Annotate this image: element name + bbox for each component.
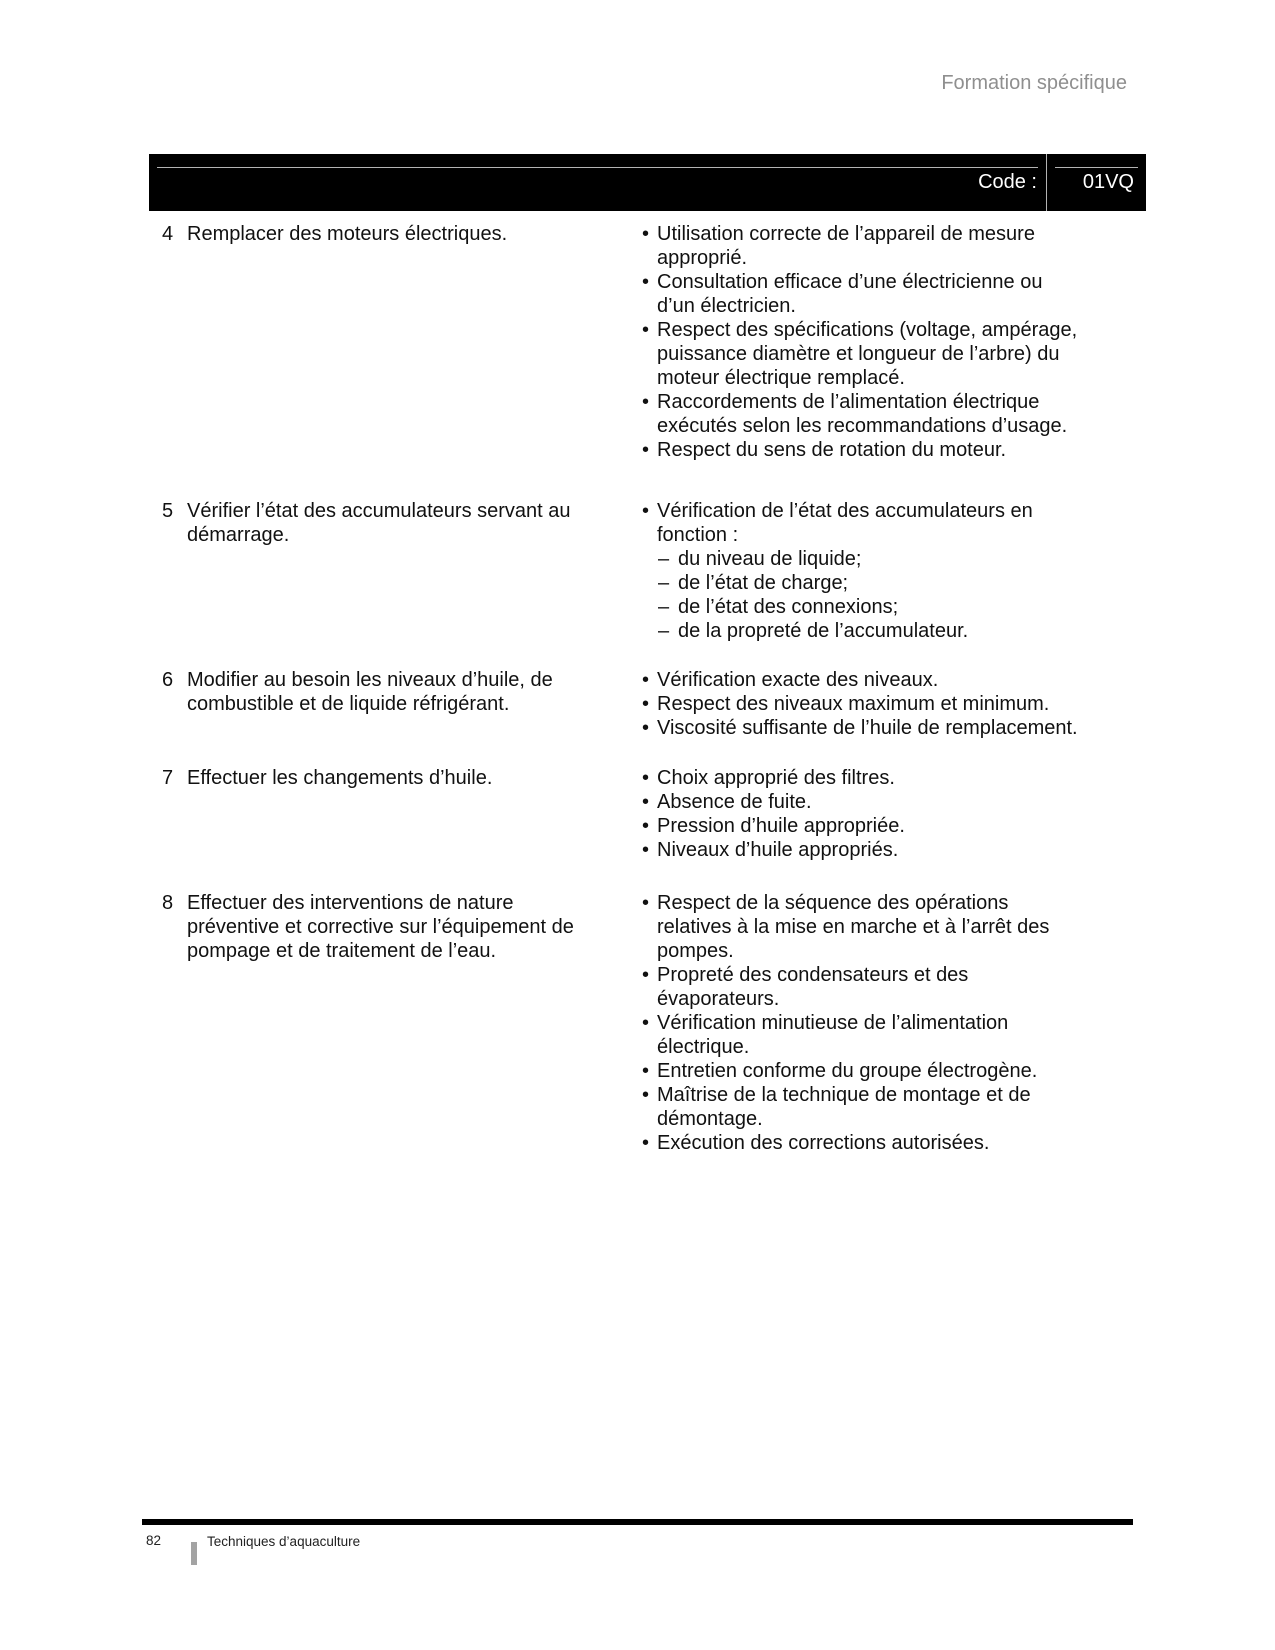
criterion-text: Exécution des corrections autorisées. (657, 1132, 990, 1154)
criteria-list (642, 222, 1094, 462)
bullet-icon: • (642, 693, 650, 715)
bullet-icon: • (642, 767, 650, 789)
column-gap (577, 499, 642, 643)
dash-icon: – (658, 620, 670, 642)
competency-row (162, 668, 1094, 740)
column-gap (577, 222, 642, 462)
criterion-item (642, 766, 1094, 790)
criterion-item (642, 390, 1094, 438)
task-number: 6 (162, 669, 174, 691)
criterion-subitem (658, 619, 1094, 643)
bullet-icon: • (642, 1012, 650, 1034)
criteria-list (642, 891, 1094, 1155)
criterion-item (642, 1131, 1094, 1155)
code-bar (149, 154, 1146, 211)
competency-row (162, 499, 1094, 643)
code-bar-value-cell (1046, 154, 1146, 211)
criterion-text: Vérification minutieuse de l’alimentation électrique. (657, 1012, 1009, 1058)
task-text: Remplacer des moteurs électriques. (187, 223, 508, 245)
column-gap (577, 766, 642, 862)
bullet-icon: • (642, 500, 650, 522)
criterion-subitem (658, 595, 1094, 619)
criteria-list (642, 766, 1094, 862)
subitem-text: de l’état des connexions; (678, 596, 899, 618)
criterion-item (642, 499, 1094, 547)
bullet-icon: • (642, 1060, 650, 1082)
criterion-text: Respect des niveaux maximum et minimum. (657, 693, 1050, 715)
criterion-text: Propreté des condensateurs et des évaporateurs. (657, 964, 969, 1010)
criterion-item (642, 270, 1094, 318)
bullet-icon: • (642, 839, 650, 861)
code-bar-label-cell (149, 154, 1046, 211)
code-value: 01VQ (1082, 171, 1134, 193)
criterion-text: Maîtrise de la technique de montage et de démontage. (657, 1084, 1031, 1130)
criterion-item (642, 318, 1094, 390)
criterion-text: Respect des spécifications (voltage, ampérage, puissance diamètre et longueur de l’arbre) du moteur électrique remplacé. (657, 319, 1078, 389)
criterion-text: Consultation efficace d’une électricienne ou d’un électricien. (657, 271, 1043, 317)
code-bar-rule-left (157, 167, 1038, 168)
bullet-icon: • (642, 1132, 650, 1154)
task-number: 7 (162, 767, 174, 789)
bullet-icon: • (642, 892, 650, 914)
task-text: Effectuer les changements d’huile. (187, 767, 493, 789)
bullet-icon: • (642, 319, 650, 341)
task-number: 4 (162, 223, 174, 245)
dash-icon: – (658, 596, 670, 618)
competency-row (162, 766, 1094, 862)
criterion-item (642, 891, 1094, 963)
criterion-item (642, 1083, 1094, 1131)
footer-page-number: 82 (146, 1533, 162, 1548)
bullet-icon: • (642, 1084, 650, 1106)
criterion-text: Raccordements de l’alimentation électrique exécutés selon les recommandations d’usage. (657, 391, 1068, 437)
criterion-subitem (658, 571, 1094, 595)
subitem-text: du niveau de liquide; (678, 548, 862, 570)
criterion-item (642, 1059, 1094, 1083)
criterion-text: Viscosité suffisante de l’huile de remplacement. (657, 717, 1078, 739)
running-header: Formation spécifique (941, 72, 1127, 94)
criterion-item (642, 438, 1094, 462)
dash-icon: – (658, 548, 670, 570)
criterion-text: Choix approprié des filtres. (657, 767, 895, 789)
criterion-item (642, 222, 1094, 270)
column-gap (577, 668, 642, 740)
criterion-text: Respect du sens de rotation du moteur. (657, 439, 1007, 461)
criterion-item (642, 1011, 1094, 1059)
criteria-list (642, 668, 1094, 740)
bullet-icon: • (642, 791, 650, 813)
criterion-item (642, 963, 1094, 1011)
task-text: Modifier au besoin les niveaux d’huile, de combustible et de liquide réfrigérant. (187, 669, 553, 715)
footer-divider-bar (191, 1542, 197, 1565)
criterion-text: Vérification exacte des niveaux. (657, 669, 939, 691)
criterion-text: Pression d’huile appropriée. (657, 815, 905, 837)
bullet-icon: • (642, 223, 650, 245)
bullet-icon: • (642, 964, 650, 986)
code-label: Code : (978, 171, 1037, 193)
footer-rule (142, 1519, 1133, 1525)
bullet-icon: • (642, 815, 650, 837)
criterion-text: Niveaux d’huile appropriés. (657, 839, 899, 861)
bullet-icon: • (642, 391, 650, 413)
bullet-icon: • (642, 439, 650, 461)
criterion-text: Absence de fuite. (657, 791, 812, 813)
criterion-item (642, 838, 1094, 862)
bullet-icon: • (642, 271, 650, 293)
criterion-item (642, 692, 1094, 716)
criterion-text: Entretien conforme du groupe électrogène. (657, 1060, 1038, 1082)
task-number: 8 (162, 892, 174, 914)
criterion-item (642, 790, 1094, 814)
criterion-item (642, 716, 1094, 740)
task-text: Vérifier l’état des accumulateurs servant au démarrage. (187, 500, 571, 546)
competency-row (162, 222, 1094, 462)
subitem-text: de la propreté de l’accumulateur. (678, 620, 969, 642)
criterion-item (642, 668, 1094, 692)
subitem-text: de l’état de charge; (678, 572, 849, 594)
bullet-icon: • (642, 669, 650, 691)
criterion-text: Vérification de l’état des accumulateurs en fonction : (657, 500, 1033, 546)
footer-program-title: Techniques d’aquaculture (207, 1534, 361, 1549)
code-bar-rule-right (1055, 167, 1138, 168)
task-number: 5 (162, 500, 174, 522)
dash-icon: – (658, 572, 670, 594)
criterion-text: Respect de la séquence des opérations relatives à la mise en marche et à l’arrêt des pompes. (657, 892, 1050, 962)
criterion-text: Utilisation correcte de l’appareil de mesure approprié. (657, 223, 1035, 269)
competency-row (162, 891, 1094, 1155)
criterion-subitem (658, 547, 1094, 571)
criterion-item (642, 814, 1094, 838)
bullet-icon: • (642, 717, 650, 739)
criteria-list (642, 499, 1094, 643)
task-text: Effectuer des interventions de nature préventive et corrective sur l’équipement de pompage et de traitement de l’eau. (187, 892, 574, 962)
column-gap (577, 891, 642, 1155)
